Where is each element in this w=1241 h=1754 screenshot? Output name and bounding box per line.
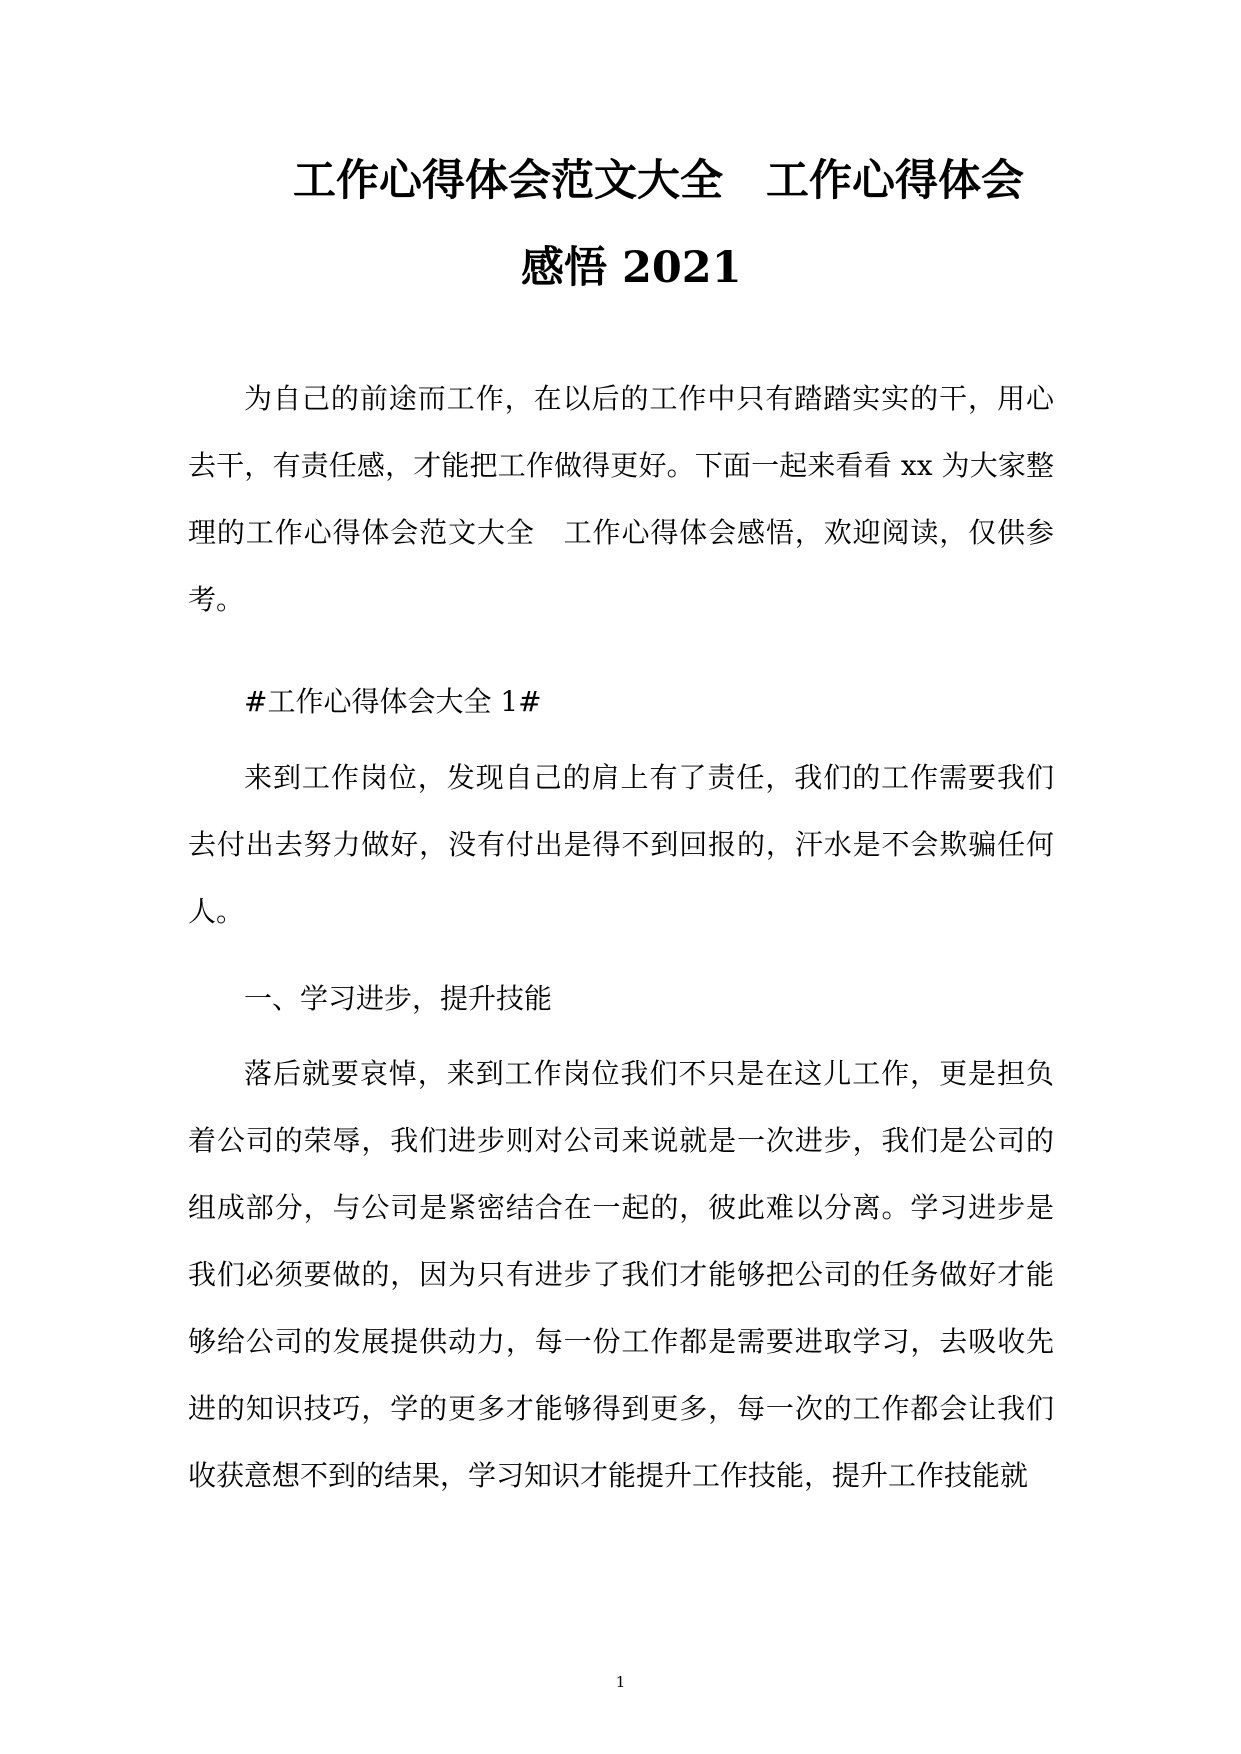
body-paragraph: 落后就要哀悼，来到工作岗位我们不只是在这儿工作，更是担负着公司的荣辱，我们进步则对公司来说就是一次进步，我们是公司的组成部分，与公司是紧密结合在一起的，彼此难以分离。学习进步是我们必须要做的，因为只有进步了我们才能够把公司的任务做好才能够给公司的发展提供动力，每一份工作都是需要进取学习，去吸收先进的知识技巧，学的更多才能够得到更多，每一次的工作都会让我们收获意想不到的结果，学习知识才能提升工作技能，提升工作技能就: [188, 1057, 1054, 1492]
body-paragraph: 来到工作岗位，发现自己的肩上有了责任，我们的工作需要我们去付出去努力做好，没有付出是得不到回报的，汗水是不会欺骗任何人。: [188, 761, 1054, 928]
intro-paragraph: 为自己的前途而工作，在以后的工作中只有踏踏实实的干，用心去干，有责任感，才能把工作做得更好。下面一起来看看 xx 为大家整理的工作心得体会范文大全 工作心得体会感悟，欢迎阅读，仅供参考。: [188, 382, 1054, 616]
section-heading-1: #工作心得体会大全 1#: [244, 685, 542, 718]
page-number: 1: [615, 1673, 626, 1691]
document-title-line-2: 感悟 2021: [521, 243, 742, 293]
document-title-line-1: 工作心得体会范文大全 工作心得体会: [293, 156, 1024, 206]
subsection-heading: 一、学习进步，提升技能: [244, 982, 553, 1015]
